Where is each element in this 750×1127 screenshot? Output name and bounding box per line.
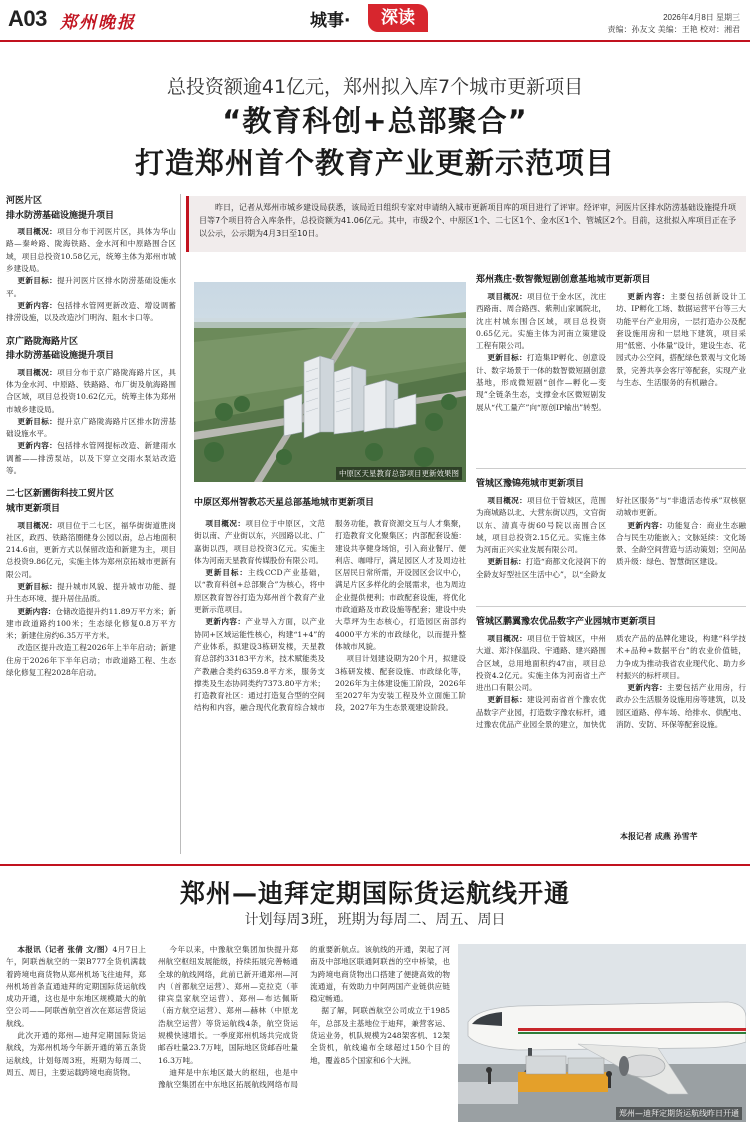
article-body [476,633,746,829]
left-column [6,194,176,894]
cargo-plane-image [458,944,746,1122]
paragraph: 迪拜是中东地区最大的枢纽，也是中豫航空集团在中东地区拓展航线网络布局的重要新航点。该航线的开通，架起了河南及中部地区联通阿联酋的空中桥梁，也为跨境电商货物出口搭建了便捷高效的物流通道，有效助力中阿两国产业链供应链稳定畅通。 [158,945,450,1090]
paragraph: 项目计划建设期为20个月，拟建设3栋研发楼、配套设施、市政绿化等，2026年为主体建设施工阶段，2026年至2027年为安装工程及外立面施工阶段，2027年为生态景观建设阶段。 [335,654,466,713]
paragraph: 项目概况：项目位于管城区，范围为商城路以北、大营东街以西，文官街以东、清真寺街60号院以南围合区域，项目总投资2.15亿元。实施主体为河南正兴实业发展有限公司。 [476,496,607,555]
section-tag: 深读 [368,4,428,32]
article-divider [476,468,746,469]
page-number: A03 [8,6,47,31]
paragraph: 更新内容：包括排水管网更新改造、增设调蓄排涝设施，以及改造沙门明沟、阻水卡口等。 [6,300,177,323]
paragraph: 更新内容：主要包括创新设计工坊、IP孵化工场、数据运营平台等三大功能平台产业用房，一层打造办公及配套设施用房和一层地下建筑，项目采用“低密、小体量”设计，建设生态、花园式办公空间，搭配绿色景观与文化场景，完善共享会客厅等配套，实现产业与生态、生活服务的有机融合。 [616,292,747,388]
bottom-headline: 郑州—迪拜定期国际货运航线开通 [179,879,570,908]
project-title: 排水防涝基础设施提升项目 [6,351,115,362]
article-title: 中原区郑州智教芯天星总部基地城市更新项目 [194,498,375,508]
intro-paragraph: 昨日，记者从郑州市城乡建设局获悉，该局近日组织专家对申请纳入城市更新项目库的项目进行了评审。经评审，河医片区排水防涝基础设施提升项目等7个项目符合入库条件，总投资额为41.06亿元。其中，市级2个、中原区1个、二七区1个、金水区1个、管城区2个。目前，这批拟入库项目正在予以公示，公示期为4月3日至10日。 [186,196,746,252]
newspaper-logo: 郑州晚报 [60,13,136,33]
bottom-article-body [6,944,450,1122]
headline-kicker: 总投资额逾41亿元，郑州拟入库7个城市更新项目 [166,76,584,98]
article-block [476,476,746,600]
reporter-byline: 本报记者 成燕 孙雪芊 [620,832,698,841]
bottom-subheadline: 计划每周3班，班期为每周二、周五、周日 [244,912,506,928]
article-title: 管城区鹏翼豫农优品数字产业园城市更新项目 [476,617,657,627]
paragraph: 更新目标：主线CCD产业基础，以“教育科创+总部聚合”为核心，将中原区教育智谷打造为郑州首个教育产业更新示范项目。 [194,568,326,615]
rendering-photo [194,282,466,482]
top-rule [0,40,750,42]
paragraph: 更新内容：主要包括产业用房，行政办公生活服务设施用房等建筑，以及园区道路、停车场、给排水、供配电、消防、安防、环保等配套设施。 [616,683,747,730]
project-location: 京广路陇海路片区 [6,336,79,347]
paragraph: 项目概况：项目分布于京广路陇海路片区，具体为金水河、中原路、铁路路、布厂街及航海路围合区域，项目总投资10.62亿元，统筹主体为郑州市城乡建设局。 [6,367,177,414]
article-divider [476,606,746,607]
paragraph: 更新内容：包括排水管网提标改造、新建雨水调蓄——排涝泵站，以及下穿立交雨水泵站改造等。 [6,441,177,476]
project-block [6,194,176,325]
article-block [476,272,746,456]
article-body [194,518,466,858]
paragraph: 此次开通的郑州—迪拜定期国际货运航线，为郑州机场今年新开通的第五条货运航线，计划每周3班，班期为每周二、周五、周日，主要运载跨境电商货物。 [6,1031,146,1077]
paragraph: 据了解，阿联酋航空公司成立于1985年，总部及主基地位于迪拜，兼营客运、货运业务，机队规模为248架客机、12架全货机，航线遍布全球超过150个目的地，覆盖85个国家和6个大洲。 [310,1006,450,1065]
article-body [476,495,746,597]
paragraph: 更新内容：产业导入方面，以产业协同+区域运能性核心，构建“1+4”的产业体系，拟建设3栋研发楼，天星教育总部约33183平方米，技术赋能类及产教融合类约6359.8平方米，服务支撑类及生态协同类约7373.80平方米；打造教育社区：通过打造复合型的空间结构和内容，融合现代化教育综合城市服务功能，教育资源交互与人才集聚，打造教育文化聚集区；内部配套设施：建设共享健身场馆，引入商业餐厅、便利店、咖啡厅，满足园区人才及周边社区居民日常所需，开设园区会议中心，满足片区多样化的会展需求，也为周边企业提供便利；市政配套设施，将优化市政道路及市政设施等配套；建设中央大草坪为生态核心，打造园区南部约4000平方米的市政绿化，以而提升整体城市风貌。 [194,519,466,713]
headline-line-1: “教育科创+总部聚合” [222,104,528,138]
photo-caption: 中原区天星教育总部项目更新效果图 [336,467,462,480]
project-block [6,335,176,478]
paragraph: 改造区提升改造工程2026年上半年启动；新建住房于2026年下半年启动；市政道路工程、生态绿化修复工程2028年启动。 [6,643,176,678]
paragraph: 项目概况：项目位于中原区，文范街以南、产业街以东，兴园路以北、广嘉街以西，项目总投资3亿元。实施主体为河南天星教育传媒股份有限公司。 [194,519,326,565]
column-divider [180,194,181,854]
paragraph: 更新内容：功能复合：商业生态融合与民生功能嵌入；文脉延续：文化场景、全龄空间营造与活动策划；空间品质升级：绿色、智慧街区建设。 [616,520,747,567]
article-title: 管城区豫锦苑城市更新项目 [476,479,585,489]
paragraph: 更新目标：打造集IP孵化、创意设计、数字场景于一体的数智微短剧创意基地，形成微短剧“创作—孵化—变现”全链条生态，支撑金水区微短剧发展从“代工量产”向“原创IP输出”转型。 [476,353,607,412]
article-title: 郑州燕庄·数智微短剧创意基地城市更新项目 [476,275,651,285]
project-location: 河医片区 [6,196,43,206]
editor-credits: 责编：孙友文 美编：王艳 校对：湘君 [607,25,740,34]
paragraph: 本报讯（记者 张倩 文/图）4月7日上午，阿联酋航空的一架B777全货机满载着跨境电商货物从郑州机场飞往迪拜，郑州机场首条直通迪拜的定期国际货运航线成功开通，这也是中东地区规模最大的航空公司——阿联酋航空首次在郑运营货运航线。 [6,945,146,1028]
issue-date: 2026年4月8日 星期三 [663,13,740,22]
project-title: 城市更新项目 [6,503,61,514]
paragraph: 更新内容：仓储改造提升约11.89万平方米；新建市政道路约100米；生态绿化修复0.8万平方米；新建住房约6.35万平方米。 [6,606,177,641]
masthead [0,0,750,42]
project-location: 二七区新圃街科技工贸片区 [6,489,115,500]
paragraph: 更新目标：建设河南省首个豫农优品数字产业园，打造数字豫农标杆，通过豫农优品产业园全景的建立，加快优质农产品的品牌化建设，构建“科学技术+品种+数据平台”的农业价值链，力争成为推动我省农业现代化、助力乡村振兴的标杆项目。 [476,634,746,730]
article-block [476,614,746,830]
article-body [476,291,746,451]
paragraph: 项目概况：项目位于金水区，沈庄西路南、周合路西、紫荆山家属院北，沈庄村城东围合区域，项目总投资0.65亿元。实施主体为河南立策建设工程有限公司。 [476,292,607,351]
paragraph: 项目概况：项目位于二七区，福华街街道胜岗社区，政西、铁路箔圈健身公园以南，总占地面积214.6亩，更新方式以保留改造和新建为主，项目总投资9.86亿元，实施主体为郑州京拓城市更新有限公司。 [6,520,177,579]
bottom-rule [0,864,750,866]
airplane-photo [458,944,746,1122]
campus-rendering-image [194,282,466,482]
paragraph: 更新目标：提升城市风貌、提升城市功能、提升生态环境、提升居住品质。 [6,582,177,604]
photo-caption: 郑州—迪拜定期货运航线昨日开通 [616,1107,742,1120]
paragraph: 项目概况：项目位于管城区，中州大道、郑汴保温段、宇通路、建兴路围合区域，总用地面积约47亩，项目总投资4.2亿元。实施主体为河南省土产进出口有限公司。 [476,634,607,693]
headline-line-2: 打造郑州首个教育产业更新示范项目 [134,146,615,180]
project-block [6,487,176,679]
section-name: 城事· [310,11,351,31]
paragraph: 更新目标：提升河医片区排水防涝基础设施水平。 [6,276,177,298]
paragraph: 项目概况：项目分布于河医片区，具体为华山路—秦岭路、陇海铁路、金水河和中原路围合区域，项目总投资10.58亿元，统筹主体为郑州市城乡建设局。 [6,227,177,274]
paragraph: 今年以来，中豫航空集团加快提升郑州航空枢纽发展能级，持续拓展完善畅通全球的航线网络，此前已新开通郑州—河内（首都航空运营）、郑州—克拉克（菲律宾皇家航空运营）、郑州—布达佩斯（南方航空运营）、郑州—赫林（中原龙浩航空运营）等货运航线4条，航空货运规模快速增长。一季度郑州机场共完成货邮吞吐量23.7万吨，国际地区货邮吞吐量16.3万吨。 [158,945,298,1065]
project-title: 排水防涝基础设施提升项目 [6,210,115,221]
paragraph: 更新目标：提升京广路陇海路片区排水防涝基础设施水平。 [6,416,177,439]
paragraph: 更新目标：打造“商都文化浸润下的全龄友好型社区生活中心”，以“全龄友好社区服务”与“非遗活态传承”双核驱动城市更新。 [476,496,746,579]
